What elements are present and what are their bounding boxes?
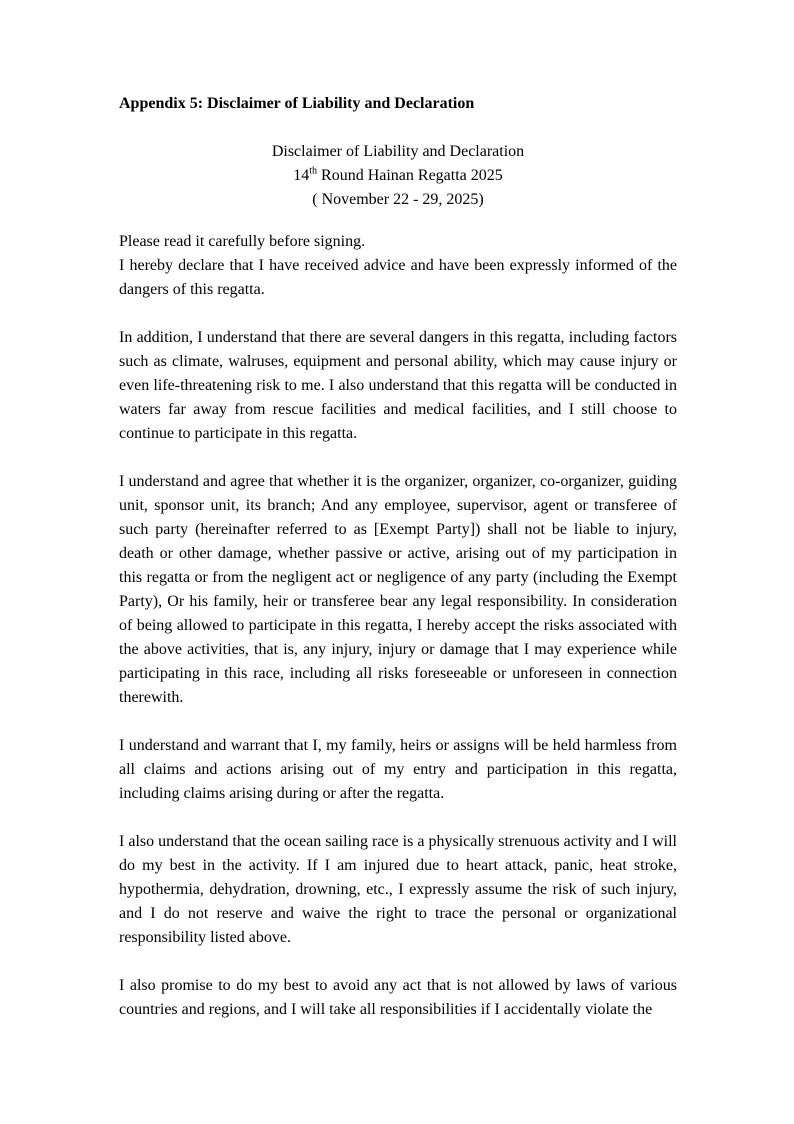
paragraph-dangers: In addition, I understand that there are several dangers in this regatta, including factors such as climate, walruses, equipment and personal ability, which may cause injury or even life-threatening risk to me. I also understand that this regatta will be conducted in waters far away from rescue facilities and medical facilities, and I still choose to continue to participate in this regatta. [119, 329, 677, 442]
intro-line: Please read it carefully before signing. [119, 233, 366, 250]
title-block [119, 140, 677, 212]
paragraph-laws-promise: I also promise to do my best to avoid any act that is not allowed by laws of various countries and regions, and I will take all responsibilities if I accidentally violate the [119, 977, 677, 1018]
paragraph-held-harmless: I understand and warrant that I, my family, heirs or assigns will be held harmless from all claims and actions arising out of my entry and participation in this regatta, including claims arising during or after the regatta. [119, 737, 677, 802]
subtitle-number: 14 [293, 167, 310, 184]
intro-block [119, 230, 677, 302]
document-title: Disclaimer of Liability and Declaration [271, 143, 525, 160]
paragraph-strenuous-activity: I also understand that the ocean sailing race is a physically strenuous activity and I will do my best in the activity. If I am injured due to heart attack, panic, heat stroke, hypothermia, dehydration, drowning, etc., I expressly assume the risk of such injury, and I do not reserve and waive the right to trace the personal or organizational responsibility listed above. [119, 833, 677, 946]
document-date-line: ( November 22 - 29, 2025) [312, 191, 484, 208]
subtitle-rest: Round Hainan Regatta 2025 [317, 167, 503, 184]
paragraph-declaration: I hereby declare that I have received advice and have been expressly informed of the dangers of this regatta. [119, 257, 677, 298]
appendix-heading: Appendix 5: Disclaimer of Liability and Declaration [119, 95, 475, 112]
document-subtitle [119, 164, 677, 188]
paragraph-exempt-party: I understand and agree that whether it is the organizer, organizer, co-organizer, guiding unit, sponsor unit, its branch; And any employee, supervisor, agent or transferee of such party (hereinafter referred to as [Exempt Party]) shall not be liable to injury, death or other damage, whether passive or active, arising out of my participation in this regatta or from the negligent act or negligence of any party (including the Exempt Party), Or his family, heir or transferee bear any legal responsibility. In consideration of being allowed to participate in this regatta, I hereby accept the risks associated with the above activities, that is, any injury, injury or damage that I may experience while participating in this race, including all risks foreseeable or unforeseen in connection therewith. [119, 473, 677, 706]
subtitle-ordinal: th [309, 165, 318, 177]
